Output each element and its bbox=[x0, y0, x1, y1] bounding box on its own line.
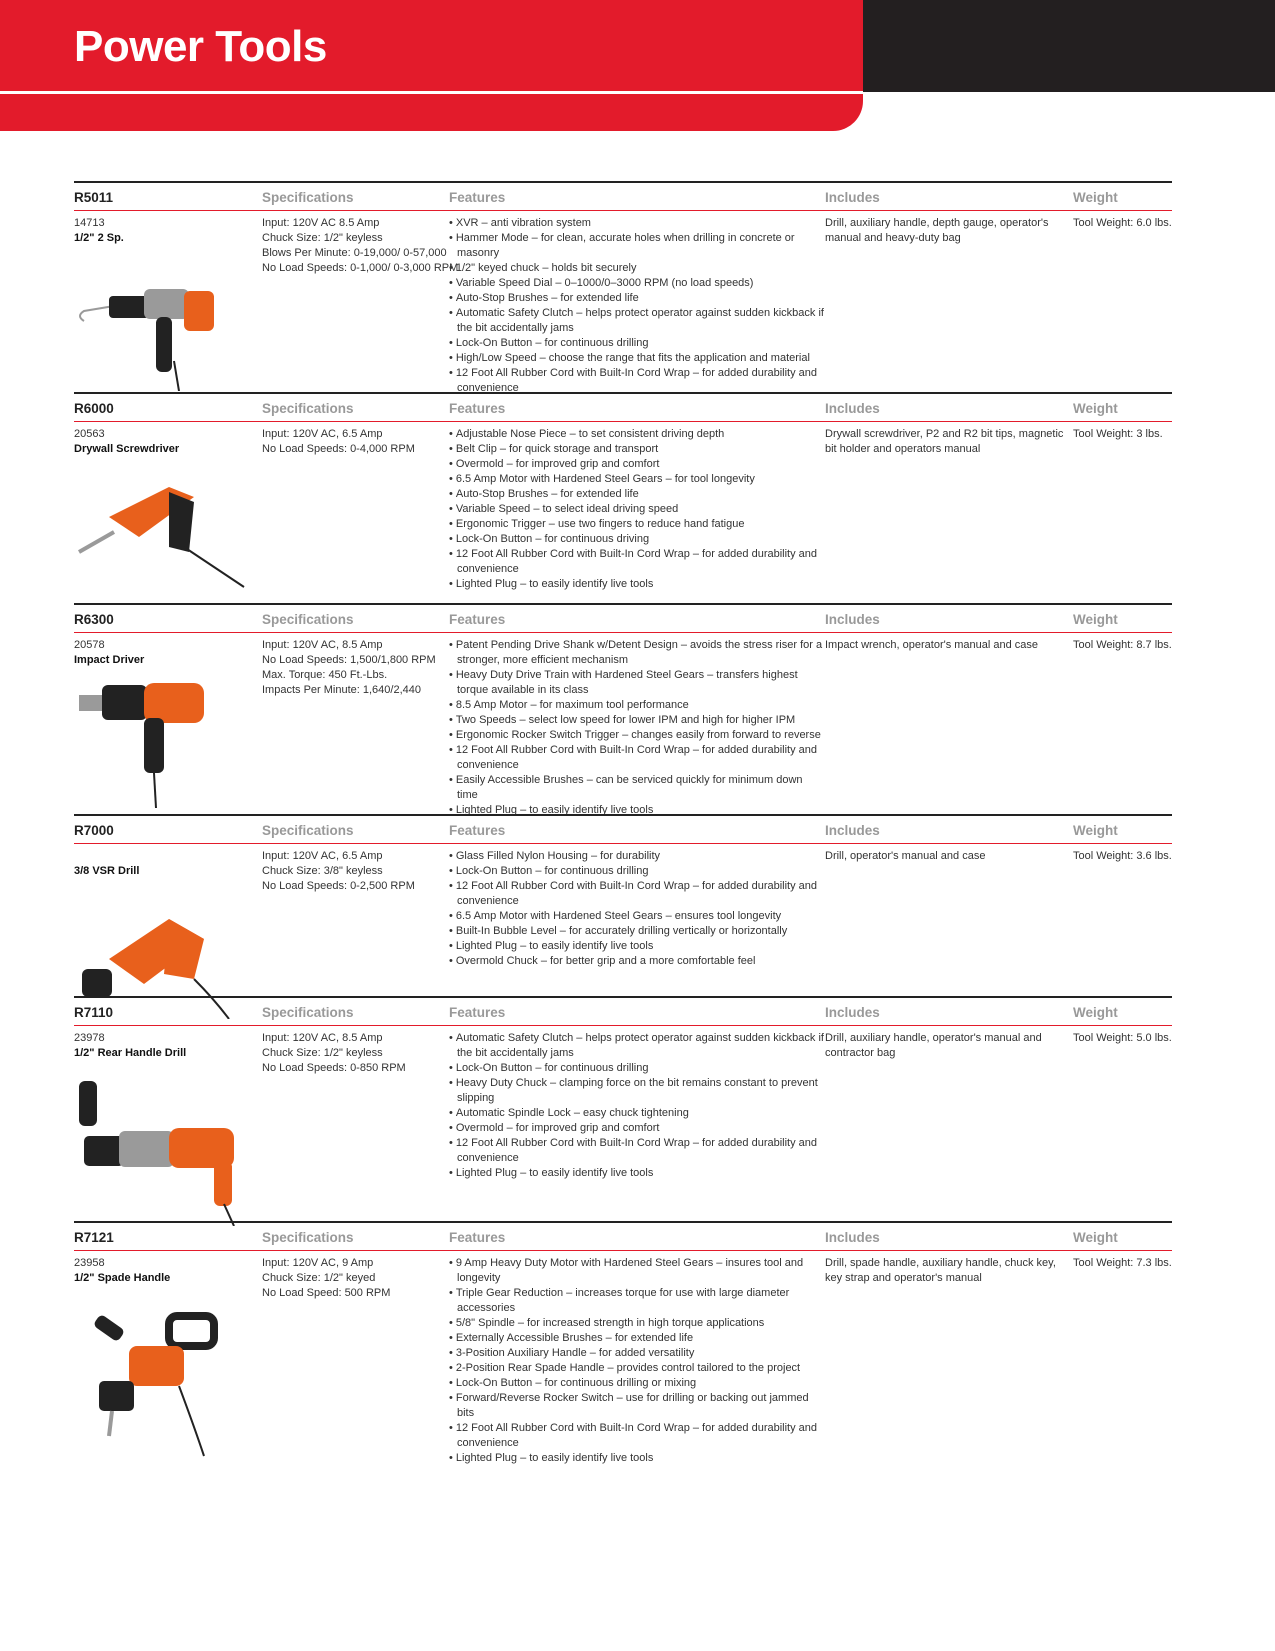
spec-line: Input: 120V AC, 8.5 Amp bbox=[262, 639, 383, 651]
section-header-row bbox=[74, 183, 1172, 211]
specifications-list bbox=[262, 638, 447, 698]
feature-item: • 8.5 Amp Motor – for maximum tool performance bbox=[449, 698, 824, 713]
weight-text: Tool Weight: 5.0 lbs. bbox=[1073, 1032, 1172, 1044]
spec-line: Input: 120V AC, 8.5 Amp bbox=[262, 1032, 383, 1044]
feature-item: • Lighted Plug – to easily identify live tools bbox=[449, 577, 824, 592]
includes-header: Includes bbox=[825, 1005, 880, 1020]
spec-line: Input: 120V AC, 6.5 Amp bbox=[262, 428, 383, 440]
model-number: R5011 bbox=[74, 190, 114, 205]
specifications-list bbox=[262, 427, 447, 457]
includes-header: Includes bbox=[825, 1230, 880, 1245]
feature-item: • 6.5 Amp Motor with Hardened Steel Gears – for tool longevity bbox=[449, 472, 824, 487]
feature-item: • 1/2" keyed chuck – holds bit securely bbox=[449, 261, 824, 276]
features-list bbox=[449, 216, 824, 396]
specifications-list bbox=[262, 216, 459, 276]
weight-header: Weight bbox=[1073, 1230, 1118, 1245]
product-section-r6300 bbox=[74, 603, 1172, 816]
section-header-row bbox=[74, 1223, 1172, 1251]
spec-line: Chuck Size: 1/2" keyless bbox=[262, 1047, 383, 1059]
weight-header: Weight bbox=[1073, 190, 1118, 205]
product-image bbox=[74, 1301, 244, 1466]
feature-item: • Externally Accessible Brushes – for extended life bbox=[449, 1331, 824, 1346]
specifications-header: Specifications bbox=[262, 401, 354, 416]
features-list bbox=[449, 849, 824, 969]
weight-text: Tool Weight: 6.0 lbs. bbox=[1073, 217, 1172, 229]
features-list bbox=[449, 638, 824, 818]
feature-item: • Lighted Plug – to easily identify live tools bbox=[449, 1451, 824, 1466]
specifications-header: Specifications bbox=[262, 612, 354, 627]
product-id-cell bbox=[74, 638, 254, 668]
model-number: R6300 bbox=[74, 612, 114, 627]
product-image bbox=[74, 467, 254, 602]
product-sku bbox=[74, 849, 254, 864]
includes-text: Impact wrench, operator's manual and case bbox=[825, 639, 1039, 651]
features-header: Features bbox=[449, 823, 506, 838]
features-header: Features bbox=[449, 190, 506, 205]
feature-item: • 2-Position Rear Spade Handle – provides control tailored to the project bbox=[449, 1361, 824, 1376]
feature-item: • Automatic Spindle Lock – easy chuck tightening bbox=[449, 1106, 824, 1121]
feature-item: • Auto-Stop Brushes – for extended life bbox=[449, 291, 824, 306]
spec-line: No Load Speeds: 0-1,000/ 0-3,000 RPM bbox=[262, 262, 459, 274]
specifications-list bbox=[262, 1031, 447, 1076]
features-header: Features bbox=[449, 1005, 506, 1020]
features-header: Features bbox=[449, 401, 506, 416]
specifications-header: Specifications bbox=[262, 1230, 354, 1245]
includes-header: Includes bbox=[825, 401, 880, 416]
product-id-cell bbox=[74, 427, 254, 457]
product-sku: 20563 bbox=[74, 428, 105, 440]
feature-item: • 12 Foot All Rubber Cord with Built-In Cord Wrap – for added durability and convenience bbox=[449, 366, 824, 396]
product-sku: 23958 bbox=[74, 1257, 105, 1269]
product-id-cell bbox=[74, 1031, 254, 1061]
spec-line: Impacts Per Minute: 1,640/2,440 bbox=[262, 684, 421, 696]
product-name: 3/8 VSR Drill bbox=[74, 865, 140, 877]
spec-line: Input: 120V AC 8.5 Amp bbox=[262, 217, 380, 229]
feature-item: • 12 Foot All Rubber Cord with Built-In Cord Wrap – for added durability and convenience bbox=[449, 1136, 824, 1166]
product-image bbox=[74, 251, 224, 396]
product-section-r7110 bbox=[74, 996, 1172, 1179]
product-sku: 14713 bbox=[74, 217, 105, 229]
model-number: R7110 bbox=[74, 1005, 114, 1020]
feature-item: • Auto-Stop Brushes – for extended life bbox=[449, 487, 824, 502]
feature-item: • 12 Foot All Rubber Cord with Built-In Cord Wrap – for added durability and convenience bbox=[449, 743, 824, 773]
weight-header: Weight bbox=[1073, 401, 1118, 416]
product-section-r6000 bbox=[74, 392, 1172, 590]
weight-header: Weight bbox=[1073, 1005, 1118, 1020]
product-name: 1/2" Spade Handle bbox=[74, 1272, 171, 1284]
section-header-row bbox=[74, 605, 1172, 633]
features-header: Features bbox=[449, 1230, 506, 1245]
weight-text: Tool Weight: 3 lbs. bbox=[1073, 428, 1163, 440]
specifications-header: Specifications bbox=[262, 1005, 354, 1020]
feature-item: • Variable Speed Dial – 0–1000/0–3000 RPM (no load speeds) bbox=[449, 276, 824, 291]
spec-line: Blows Per Minute: 0-19,000/ 0-57,000 bbox=[262, 247, 447, 259]
spec-line: Input: 120V AC, 9 Amp bbox=[262, 1257, 374, 1269]
product-name: Drywall Screwdriver bbox=[74, 443, 180, 455]
product-name: 1/2" 2 Sp. bbox=[74, 232, 124, 244]
feature-item: • Overmold – for improved grip and comfort bbox=[449, 457, 824, 472]
product-sku: 23978 bbox=[74, 1032, 105, 1044]
weight-text: Tool Weight: 8.7 lbs. bbox=[1073, 639, 1172, 651]
features-header: Features bbox=[449, 612, 506, 627]
page-title: Power Tools bbox=[74, 22, 327, 71]
includes-text: Drill, spade handle, auxiliary handle, chuck key, key strap and operator's manual bbox=[825, 1257, 1056, 1284]
feature-item: • 12 Foot All Rubber Cord with Built-In Cord Wrap – for added durability and convenience bbox=[449, 547, 824, 577]
model-number: R7121 bbox=[74, 1230, 114, 1245]
feature-item: • Lock-On Button – for continuous drilling or mixing bbox=[449, 1376, 824, 1391]
feature-item: • Variable Speed – to select ideal driving speed bbox=[449, 502, 824, 517]
product-name: 1/2" Rear Handle Drill bbox=[74, 1047, 187, 1059]
weight-header: Weight bbox=[1073, 612, 1118, 627]
feature-item: • Easily Accessible Brushes – can be serviced quickly for minimum down time bbox=[449, 773, 824, 803]
header-divider bbox=[0, 91, 863, 94]
model-number: R6000 bbox=[74, 401, 114, 416]
feature-item: • 9 Amp Heavy Duty Motor with Hardened Steel Gears – insures tool and longevity bbox=[449, 1256, 824, 1286]
feature-item: • Triple Gear Reduction – increases torque for use with large diameter accessories bbox=[449, 1286, 824, 1316]
feature-item: • Lock-On Button – for continuous drilling bbox=[449, 864, 824, 879]
weight-text: Tool Weight: 7.3 lbs. bbox=[1073, 1257, 1172, 1269]
feature-item: • Belt Clip – for quick storage and transport bbox=[449, 442, 824, 457]
product-section-r7121 bbox=[74, 1221, 1172, 1464]
product-id-cell bbox=[74, 216, 254, 246]
feature-item: • Lighted Plug – to easily identify live tools bbox=[449, 1166, 824, 1181]
product-id-cell bbox=[74, 849, 254, 879]
feature-item: • Built-In Bubble Level – for accurately drilling vertically or horizontally bbox=[449, 924, 824, 939]
feature-item: • High/Low Speed – choose the range that fits the application and material bbox=[449, 351, 824, 366]
feature-item: • 6.5 Amp Motor with Hardened Steel Gears – ensures tool longevity bbox=[449, 909, 824, 924]
product-section-r7000 bbox=[74, 814, 1172, 967]
feature-item: • Patent Pending Drive Shank w/Detent Design – avoids the stress riser for a stronger, more efficient mechanism bbox=[449, 638, 824, 668]
feature-item: • Overmold – for improved grip and comfort bbox=[449, 1121, 824, 1136]
section-header-row bbox=[74, 998, 1172, 1026]
spec-line: No Load Speeds: 0-850 RPM bbox=[262, 1062, 406, 1074]
includes-header: Includes bbox=[825, 823, 880, 838]
feature-item: • 3-Position Auxiliary Handle – for added versatility bbox=[449, 1346, 824, 1361]
product-id-cell bbox=[74, 1256, 254, 1286]
spec-line: No Load Speed: 500 RPM bbox=[262, 1287, 391, 1299]
includes-text: Drywall screwdriver, P2 and R2 bit tips, magnetic bit holder and operators manual bbox=[825, 428, 1064, 455]
includes-header: Includes bbox=[825, 612, 880, 627]
product-name: Impact Driver bbox=[74, 654, 145, 666]
feature-item: • 12 Foot All Rubber Cord with Built-In Cord Wrap – for added durability and convenience bbox=[449, 1421, 824, 1451]
spec-line: Max. Torque: 450 Ft.-Lbs. bbox=[262, 669, 388, 681]
feature-item: • Adjustable Nose Piece – to set consistent driving depth bbox=[449, 427, 824, 442]
section-header-row bbox=[74, 394, 1172, 422]
product-image bbox=[74, 673, 214, 818]
feature-item: • Automatic Safety Clutch – helps protect operator against sudden kickback if the bit accidentally jams bbox=[449, 1031, 824, 1061]
feature-item: • Hammer Mode – for clean, accurate holes when drilling in concrete or masonry bbox=[449, 231, 824, 261]
feature-item: • Lock-On Button – for continuous driving bbox=[449, 532, 824, 547]
weight-text: Tool Weight: 3.6 lbs. bbox=[1073, 850, 1172, 862]
spec-line: Input: 120V AC, 6.5 Amp bbox=[262, 850, 383, 862]
product-section-r5011 bbox=[74, 181, 1172, 394]
feature-item: • Ergonomic Rocker Switch Trigger – changes easily from forward to reverse bbox=[449, 728, 824, 743]
feature-item: • Heavy Duty Chuck – clamping force on the bit remains constant to prevent slipping bbox=[449, 1076, 824, 1106]
spec-line: Chuck Size: 1/2" keyless bbox=[262, 232, 383, 244]
feature-item: • Glass Filled Nylon Housing – for durability bbox=[449, 849, 824, 864]
includes-text: Drill, auxiliary handle, depth gauge, operator's manual and heavy-duty bag bbox=[825, 217, 1049, 244]
specifications-header: Specifications bbox=[262, 823, 354, 838]
includes-text: Drill, auxiliary handle, operator's manual and contractor bag bbox=[825, 1032, 1042, 1059]
model-number: R7000 bbox=[74, 823, 114, 838]
feature-item: • Two Speeds – select low speed for lower IPM and high for higher IPM bbox=[449, 713, 824, 728]
feature-item: • Lock-On Button – for continuous drilling bbox=[449, 1061, 824, 1076]
feature-item: • Automatic Safety Clutch – helps protect operator against sudden kickback if the bit accidentally jams bbox=[449, 306, 824, 336]
product-image bbox=[74, 1076, 244, 1231]
specifications-list bbox=[262, 1256, 447, 1301]
feature-item: • Overmold Chuck – for better grip and a more comfortable feel bbox=[449, 954, 824, 969]
specifications-list bbox=[262, 849, 447, 894]
feature-item: • 12 Foot All Rubber Cord with Built-In Cord Wrap – for added durability and convenience bbox=[449, 879, 824, 909]
header-dark-block bbox=[863, 0, 1275, 92]
includes-header: Includes bbox=[825, 190, 880, 205]
feature-item: • 5/8" Spindle – for increased strength in high torque applications bbox=[449, 1316, 824, 1331]
feature-item: • XVR – anti vibration system bbox=[449, 216, 824, 231]
spec-line: No Load Speeds: 0-4,000 RPM bbox=[262, 443, 415, 455]
features-list bbox=[449, 1256, 824, 1466]
spec-line: No Load Speeds: 1,500/1,800 RPM bbox=[262, 654, 436, 666]
weight-header: Weight bbox=[1073, 823, 1118, 838]
feature-item: • Ergonomic Trigger – use two fingers to reduce hand fatigue bbox=[449, 517, 824, 532]
section-header-row bbox=[74, 816, 1172, 844]
feature-item: • Lighted Plug – to easily identify live tools bbox=[449, 803, 824, 818]
spec-line: No Load Speeds: 0-2,500 RPM bbox=[262, 880, 415, 892]
feature-item: • Lock-On Button – for continuous drilling bbox=[449, 336, 824, 351]
feature-item: • Lighted Plug – to easily identify live tools bbox=[449, 939, 824, 954]
features-list bbox=[449, 427, 824, 592]
product-sku: 20578 bbox=[74, 639, 105, 651]
spec-line: Chuck Size: 1/2" keyed bbox=[262, 1272, 376, 1284]
feature-item: • Forward/Reverse Rocker Switch – use for drilling or backing out jammed bits bbox=[449, 1391, 824, 1421]
features-list bbox=[449, 1031, 824, 1181]
spec-line: Chuck Size: 3/8" keyless bbox=[262, 865, 383, 877]
includes-text: Drill, operator's manual and case bbox=[825, 850, 986, 862]
specifications-header: Specifications bbox=[262, 190, 354, 205]
feature-item: • Heavy Duty Drive Train with Hardened Steel Gears – transfers highest torque available in its class bbox=[449, 668, 824, 698]
